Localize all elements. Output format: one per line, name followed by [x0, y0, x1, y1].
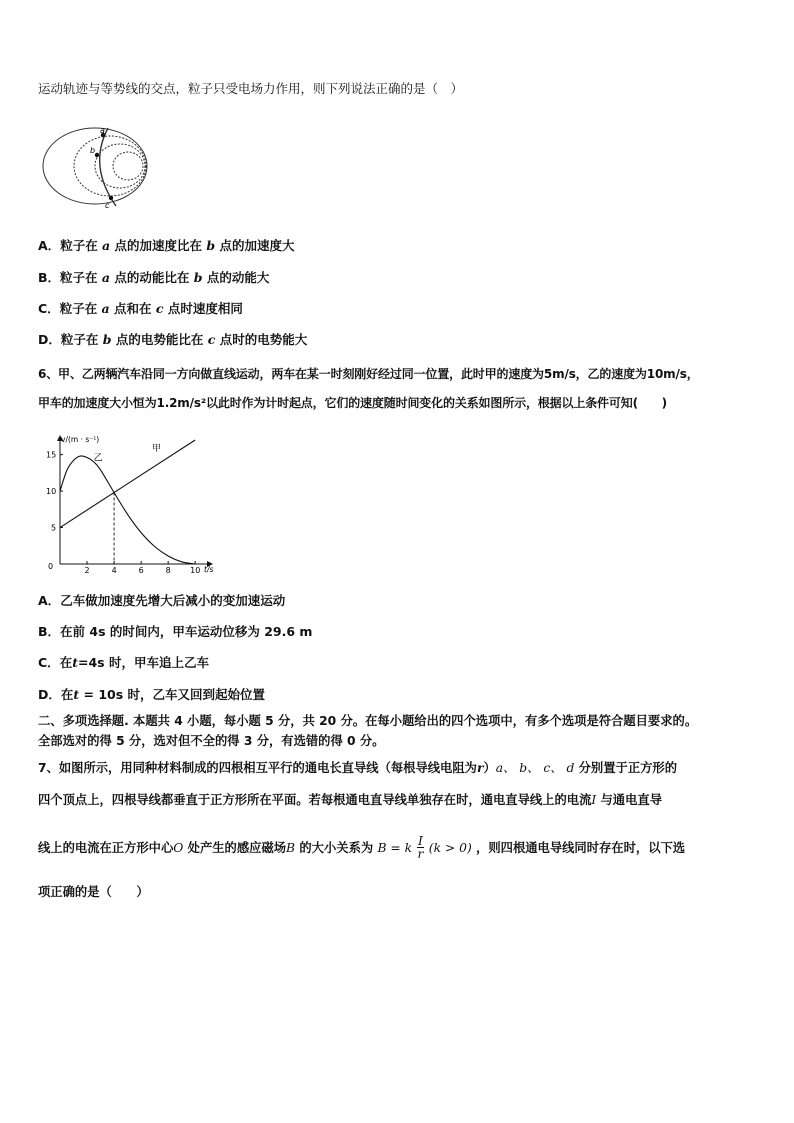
y-tick-label: 5: [51, 523, 57, 533]
y-tick-label: 15: [46, 450, 57, 460]
equipotential-4: [113, 152, 143, 180]
section2-header-line1: 二、多项选择题. 本题共 4 小题，每小题 5 分，共 20 分。在每小题给出的四个选项中，有多个选项是符合题目要求的。: [38, 714, 698, 728]
q6-option-d: D．在t = 10s 时，乙车又回到起始位置: [38, 687, 266, 702]
q5-option-b: B．粒子在 a 点的动能比在 b 点的动能大: [38, 270, 270, 285]
q6-option-b: B．在前 4s 的时间内，甲车运动位移为 29.6 m: [38, 624, 313, 639]
trajectory-curve: [100, 128, 116, 206]
equipotential-2: [74, 136, 146, 196]
series-yi-curve: [60, 456, 195, 564]
y-axis-label: v/(m · s⁻¹): [61, 435, 100, 444]
x-tick-label: 8: [165, 566, 171, 575]
equipotential-3: [95, 144, 145, 188]
y-tick-label: 10: [46, 487, 57, 497]
q5-stem: 运动轨迹与等势线的交点，粒子只受电场力作用，则下列说法正确的是（ ）: [38, 81, 464, 96]
q7-stem-line1: 7、如图所示，用同种材料制成的四根相互平行的通电长直导线（每根导线电阻为r）a、 b、 c、 d 分别置于正方形的: [38, 760, 678, 775]
q6-stem-line2: 甲车的加速度大小恒为1.2m/s²以此时作为计时起点，它们的速度随时间变化的关系如图所示，根据以上条件可知( ): [38, 396, 667, 410]
point-b: [95, 153, 99, 157]
x-tick-label: 4: [111, 566, 117, 575]
q5-option-d: D．粒子在 b 点的电势能比在 c 点时的电势能大: [38, 332, 308, 347]
formula: B = k $\frac{I}{r}$ (k > 0): [377, 834, 472, 861]
section2-header-line2: 全部选对的得 5 分，选对但不全的得 3 分，有选错的得 0 分。: [38, 734, 385, 748]
q7-stem-line2: 四个顶点上，四根导线都垂直于正方形所在平面。若每根通电直导线单独存在时，通电直导线上的电流I 与通电直导: [38, 793, 663, 807]
q7-stem-line4: 项正确的是（ ）: [38, 885, 149, 899]
label-b: b: [90, 146, 96, 155]
series-yi-label: 乙: [93, 453, 103, 464]
x-tick-label: 6: [138, 566, 144, 575]
x-axis-label: t/s: [204, 565, 214, 574]
q6-stem-line1: 6、甲、乙两辆汽车沿同一方向做直线运动，两车在某一时刻刚好经过同一位置，此时甲的速度为5m/s，乙的速度为10m/s，: [38, 367, 699, 381]
q6-vt-chart: [44, 428, 214, 576]
q5-figure: [40, 122, 160, 214]
q7-stem-line3: 线上的电流在正方形中心O 处产生的感应磁场B 的大小关系为 B = k $\frac{I}{r}$ (k > 0) ，则四根通电导线同时存在时，以下选: [38, 834, 686, 861]
x-tick-label: 10: [190, 566, 201, 575]
point-c: [109, 196, 113, 200]
q6-option-c: C．在t=4s 时，甲车追上乙车: [38, 655, 209, 670]
label-a: a: [100, 126, 105, 135]
q5-option-a: A．粒子在 a 点的加速度比在 b 点的加速度大: [38, 238, 295, 253]
x-tick-label: 2: [84, 566, 90, 575]
q6-option-a: A．乙车做加速度先增大后减小的变加速运动: [38, 593, 286, 608]
origin-label: 0: [48, 562, 54, 571]
fraction: $\frac{I}{r}$: [417, 834, 424, 861]
series-jia-label: 甲: [151, 443, 161, 454]
q5-option-c: C．粒子在 a 点和在 c 点时速度相同: [38, 301, 243, 316]
equipotential-outer: [43, 128, 147, 204]
label-c: c: [105, 201, 110, 210]
